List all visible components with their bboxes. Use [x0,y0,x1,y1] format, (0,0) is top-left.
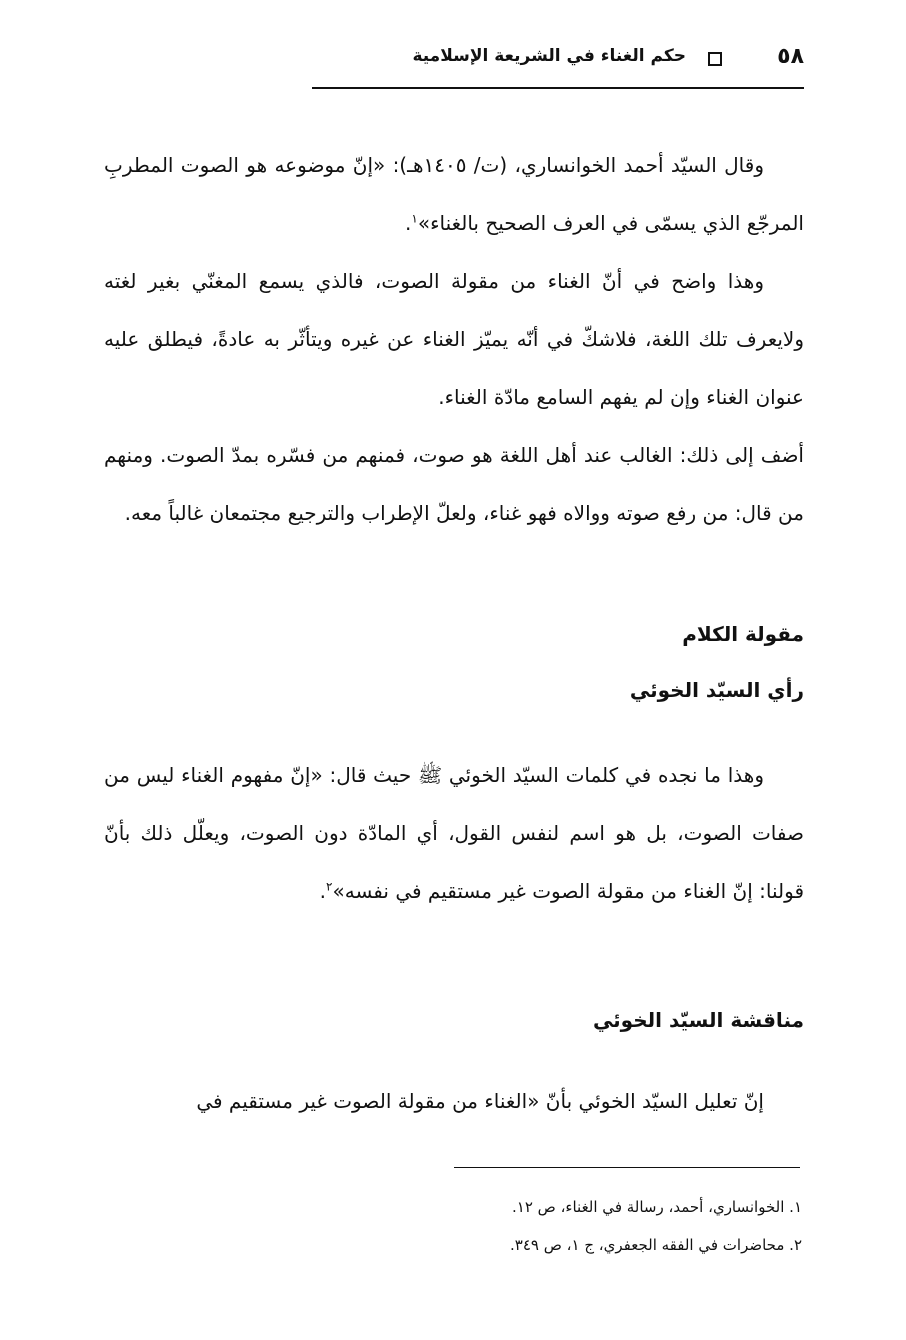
running-header [408,40,804,80]
paragraph-discussion: إنّ تعليل السيّد الخوئي بأنّ «الغناء من مقولة الصوت غير مستقيم في [196,1089,764,1113]
paragraph-text: وقال السيّد أحمد الخوانساري، (ت/ ١٤٠٥هـ): «إنّ موضوعه هو الصوت المطربِ المرجّع الذي يسمّى في العرف الصحيح بالغناء» [104,153,804,235]
section-heading-khoei-opinion: رأي السيّد الخوئي [629,678,804,702]
footnote-ref-2: ٢ [326,879,333,894]
section-heading-khoei-discussion: مناقشة السيّد الخوئي [592,1008,804,1032]
paragraph-text: وهذا ما نجده في كلمات السيّد الخوئي ﷺ حيث قال: «إنّ مفهوم الغناء ليس من صفات الصوت، بل هو اسم لنفس القول، أي المادّة دون الصوت، ويعلّل ذلك بأنّ قولنا: إنّ الغناء من مقولة الصوت غير مستقيم في نفسه» [104,763,804,903]
footnote-rule [454,1167,800,1168]
paragraph-khwansari-quote: وقال السيّد أحمد الخوانساري، (ت/ ١٤٠٥هـ): «إنّ موضوعه هو الصوت المطربِ المرجّع الذي يسمّى في العرف الصحيح بالغناء»$^١$. [104,153,804,235]
header-rule [312,87,804,89]
separator-square-icon [708,52,722,66]
section-heading-speech-category: مقولة الكلام [682,622,804,646]
footnote-2: ٢. محاضرات في الفقه الجعفري، ج ١، ص ٣٤٩. [510,1236,802,1254]
running-title: حكم الغناء في الشريعة الإسلامية [412,46,686,66]
paragraph-explanation: وهذا واضح في أنّ الغناء من مقولة الصوت، فالذي يسمع المغنّي بغير لغته ولايعرف تلك اللغة، فلاشكّ في أنّه يميّز الغناء عن غيره ويتأثّر به عادةً، فيطلق عليه عنوان الغناء وإن لم يفهم السامع مادّة الغناء. [104,269,804,409]
footnote-ref-1: ١ [411,211,418,226]
footnote-1: ١. الخوانساري، أحمد، رسالة في الغناء، ص ١٢. [512,1198,802,1216]
page-number: ٥٨ [777,44,804,69]
paragraph-addition: أضف إلى ذلك: الغالب عند أهل اللغة هو صوت، فمنهم من فسّره بمدّ الصوت. ومنهم من قال: من رفع صوته ووالاه فهو غناء، ولعلّ الإطراب والترجيع مجتمعان غالباً معه. [104,443,804,525]
paragraph-khoei-quote: وهذا ما نجده في كلمات السيّد الخوئي ﷺ حيث قال: «إنّ مفهوم الغناء ليس من صفات الصوت، بل هو اسم لنفس القول، أي المادّة دون الصوت، ويعلّل ذلك بأنّ قولنا: إنّ الغناء من مقولة الصوت غير مستقيم في نفسه»$^٢$. [104,763,804,903]
